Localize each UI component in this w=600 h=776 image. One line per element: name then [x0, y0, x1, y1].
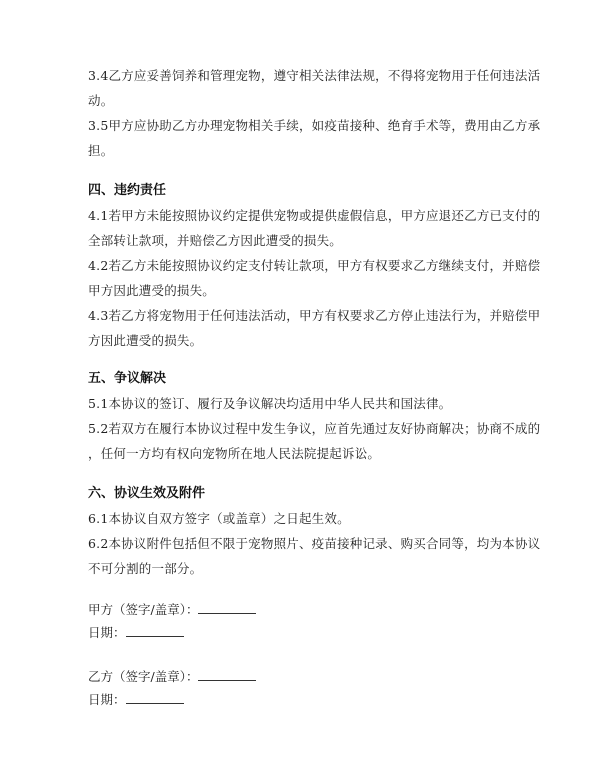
party-b-signature-blank[interactable]	[198, 668, 256, 681]
party-a-date-row	[88, 624, 184, 641]
party-b-date-blank[interactable]	[126, 691, 184, 704]
clause-3-5-line-1: 3.5甲方应协助乙方办理宠物相关手续，如疫苗接种、绝育手术等，费用由乙方承	[88, 118, 541, 133]
clause-4-2-line-1: 4.2若乙方未能按照协议约定支付转让款项，甲方有权要求乙方继续支付，并赔偿	[88, 258, 541, 273]
party-b-signature-label: 乙方（签字/盖章）：	[88, 669, 199, 684]
section-5-heading: 五、争议解决	[88, 371, 167, 386]
clause-6-2-line-1: 6.2本协议附件包括但不限于宠物照片、疫苗接种记录、购买合同等，均为本协议	[88, 536, 541, 551]
clause-4-1-line-2: 全部转让款项，并赔偿乙方因此遭受的损失。	[88, 233, 343, 248]
party-b-date-label: 日期：	[88, 692, 126, 707]
party-b-signature-row	[88, 668, 256, 685]
clause-3-4-line-2: 动。	[88, 93, 114, 108]
section-4-heading: 四、违约责任	[88, 183, 167, 198]
clause-4-3-line-1: 4.3若乙方将宠物用于任何违法活动，甲方有权要求乙方停止违法行为，并赔偿甲	[88, 308, 541, 323]
party-a-date-blank[interactable]	[126, 624, 184, 637]
section-6-heading: 六、协议生效及附件	[88, 486, 206, 501]
clause-4-2-line-2: 甲方因此遭受的损失。	[88, 283, 216, 298]
clause-5-1-line-1: 5.1本协议的签订、履行及争议解决均适用中华人民共和国法律。	[88, 396, 452, 411]
clause-3-4-line-1: 3.4乙方应妥善饲养和管理宠物，遵守相关法律法规，不得将宠物用于任何违法活	[88, 68, 541, 83]
party-a-date-label: 日期：	[88, 625, 126, 640]
clause-4-1-line-1: 4.1若甲方未能按照协议约定提供宠物或提供虚假信息，甲方应退还乙方已支付的	[88, 208, 541, 223]
clause-5-2-line-1: 5.2若双方在履行本协议过程中发生争议，应首先通过友好协商解决；协商不成的	[88, 421, 541, 436]
clause-5-2-line-2: ，任何一方均有权向宠物所在地人民法院提起诉讼。	[88, 446, 381, 461]
clause-4-3-line-2: 方因此遭受的损失。	[88, 333, 203, 348]
clause-6-1-line-1: 6.1本协议自双方签字（或盖章）之日起生效。	[88, 511, 350, 526]
party-a-signature-blank[interactable]	[198, 601, 256, 614]
party-a-signature-row	[88, 601, 256, 618]
party-a-signature-label: 甲方（签字/盖章）：	[88, 602, 199, 617]
clause-3-5-line-2: 担。	[88, 143, 114, 158]
party-b-date-row	[88, 691, 184, 708]
clause-6-2-line-2: 不可分割的一部分。	[88, 561, 203, 576]
